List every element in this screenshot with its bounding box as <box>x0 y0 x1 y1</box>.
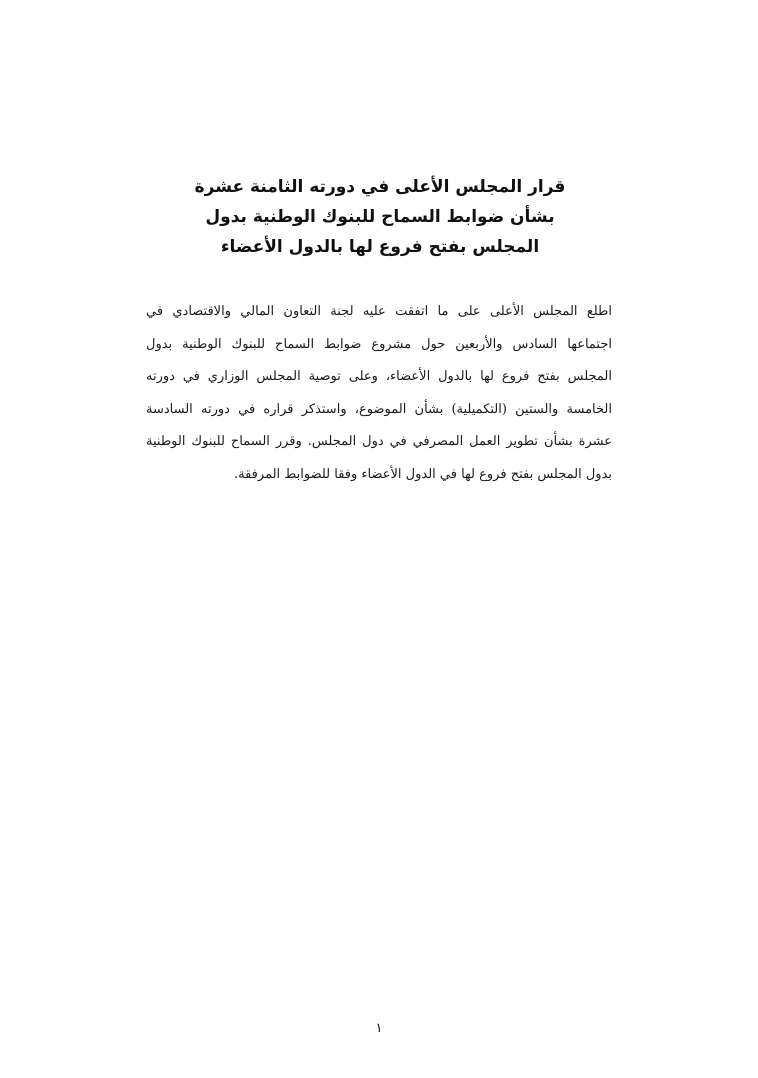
body-line-1: اطلع المجلس الأعلى على ما اتفقت عليه لجنة التعاون المالي والاقتصادي في <box>146 304 612 319</box>
document-title <box>180 172 580 262</box>
title-line-1: قرار المجلس الأعلى في دورته الثامنة عشرة <box>194 177 566 197</box>
title-line-2: بشأن ضوابط السماح للبنوك الوطنية بدول <box>205 207 555 227</box>
document-body-paragraph <box>146 296 612 491</box>
body-line-6: بدول المجلس بفتح فروع لها في الدول الأعضاء وفقا للضوابط المرفقة. <box>234 466 612 482</box>
title-line-3: المجلس بفتح فروع لها بالدول الأعضاء <box>220 237 540 257</box>
body-line-3: المجلس بفتح فروع لها بالدول الأعضاء، وعلى توصية المجلس الوزاري في دورته <box>146 369 612 384</box>
body-line-5: عشرة بشأن تطوير العمل المصرفي في دول المجلس. وقرر السماح للبنوك الوطنية <box>146 434 612 449</box>
body-line-4: الخامسة والستين (التكميلية) بشأن الموضوع، واستذكر قراره في دورته السادسة <box>146 401 612 417</box>
body-line-2: اجتماعها السادس والأربعين حول مشروع ضوابط السماح للبنوك الوطنية بدول <box>146 336 612 352</box>
page-number: ١ <box>375 1021 383 1036</box>
